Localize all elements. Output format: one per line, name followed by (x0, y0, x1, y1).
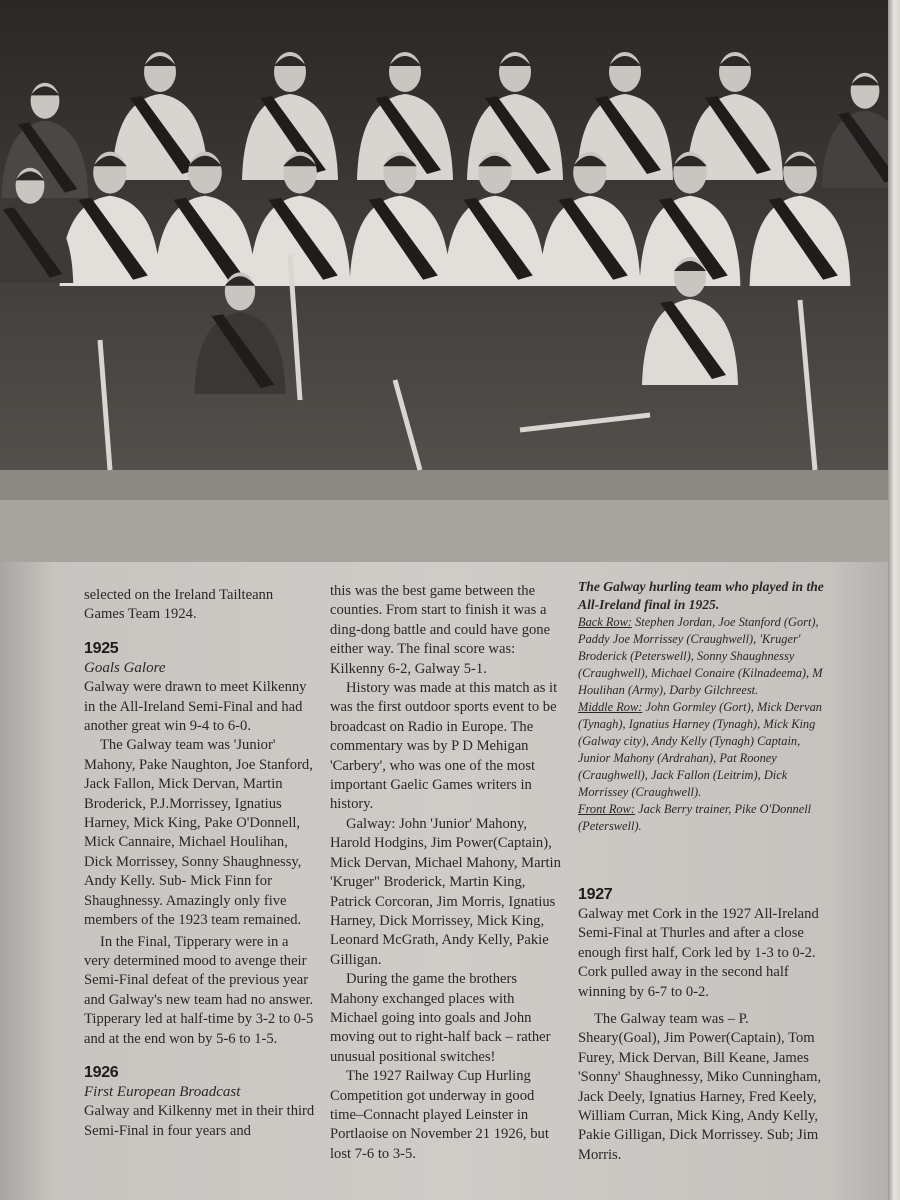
paragraph: During the game the brothers Mahony exchanged places with Michael going into goals and John moving out to right-half back – rather unusual positional switches! (330, 971, 551, 1065)
paragraph: The Galway team was – P. Sheary(Goal), Jim Power(Captain), Tom Furey, Mick Dervan, Bill Keane, James 'Sonny' Shaughnessy, Miko Cunningham, Jack Deely, Ignatius Harney, Fred Keely, William Curran, Mick King, Andy Kelly, Pakie Gilligan, Dick Morrissey. Sub; Jim Morris. (578, 1011, 822, 1163)
paragraph: The Galway team was 'Junior' Mahony, Pake Naughton, Joe Stanford, Jack Fallon, Mick Dervan, Martin Broderick, P.J.Morrissey, Ignatius Harney, Mick King, Pake O'Donnell, Mick Cannaire, Michael Houlihan, Dick Morrissey, Sonny Shaughnessy, Andy Kelly. Sub- Mick Finn for Shaughnessy. Amazingly only five members of the 1923 team remained. (84, 737, 313, 929)
caption-heading: The Galway hurling team who played in the All-Ireland final in 1925. (578, 579, 824, 612)
column-2 (330, 582, 562, 1164)
front-row-names: Jack Berry trainer, Pike O'Donnell (Peterswell). (578, 802, 812, 833)
caption-middle-row (578, 699, 828, 801)
subheading-goals-galore: Goals Galore (84, 659, 166, 676)
year-heading-1926: 1926 (84, 1063, 119, 1081)
back-row-names: Stephen Jordan, Joe Stanford (Gort), Paddy Joe Morrissey (Craughwell), 'Kruger' Broderick (Peterswell), Sonny Shaughnessy (Craughwell), Michael Conaire (Kilnadeema), M Houlihan (Army), Darby Gilchreest. (578, 615, 823, 697)
photo-caption (578, 578, 828, 835)
paragraph: Galway: John 'Junior' Mahony, Harold Hodgins, Jim Power(Captain), Mick Dervan, Michael Mahony, Martin 'Kruger" Broderick, Martin King, Patrick Corcoran, Jim Morris, Ignatius Harney, Dick Morrissey, Mick King, Leonard McGrath, Andy Kelly, Pakie Gilligan. (330, 815, 561, 968)
column-1 (84, 586, 316, 1141)
caption-back-row (578, 614, 828, 699)
page-edge (888, 0, 900, 1200)
paragraph: History was made at this match as it was the first outdoor sports event to be broadcast on Radio in Europe. The commentary was by P D Mehigan 'Carbery', who was one of the most important Gaelic Games writers in history. (330, 680, 558, 813)
middle-row-label: Middle Row: (578, 700, 643, 714)
year-heading-1927: 1927 (578, 886, 613, 903)
caption-front-row (578, 801, 828, 835)
paragraph: The 1927 Railway Cup Hurling Competition got underway in good time–Connacht played Leinster in Portlaoise on November 21 1926, but lost 7-6 to 3-5. (330, 1068, 549, 1162)
paragraph: Galway and Kilkenny met in their third Semi-Final in four years and (84, 1103, 315, 1139)
team-photograph (0, 0, 888, 562)
subheading-first-european-broadcast: First European Broadcast (84, 1083, 241, 1100)
column-3 (578, 578, 828, 1165)
front-row-label: Front Row: (578, 802, 636, 816)
paragraph: In the Final, Tipperary were in a very determined mood to avenge their Semi-Final defeat of the previous year and Galway's new team had no answer. Tipperary led at half-time by 3-2 to 0-5 and at the end won by 5-6 to 1-5. (84, 933, 314, 1047)
paragraph: Galway met Cork in the 1927 All-Ireland Semi-Final at Thurles and after a close enough first half, Cork led by 1-3 to 0-2. Cork pulled away in the second half winning by 6-7 to 0-2. (578, 906, 819, 1000)
year-heading-1925: 1925 (84, 639, 119, 657)
middle-row-names: John Gormley (Gort), Mick Dervan (Tynagh), Ignatius Harney (Tynagh), Mick King (Galway city), Andy Kelly (Tynagh) Captain, Junior Mahony (Ardrahan), Pat Rooney (Craughwell), Jack Fallon (Leitrim), Dick Morrissey (Craughwell). (578, 700, 822, 799)
paragraph: this was the best game between the counties. From start to finish it was a ding-dong battle and could have gone either way. The final score was: Kilkenny 6-2, Galway 5-1. (330, 583, 551, 677)
intro-text: selected on the Ireland Tailteann Games Team 1924. (84, 587, 274, 623)
team-photo-illustration (0, 0, 888, 562)
paragraph: Galway were drawn to meet Kilkenny in the All-Ireland Semi-Final and had another great win 9-4 to 6-0. (84, 679, 307, 735)
back-row-label: Back Row: (578, 615, 633, 629)
